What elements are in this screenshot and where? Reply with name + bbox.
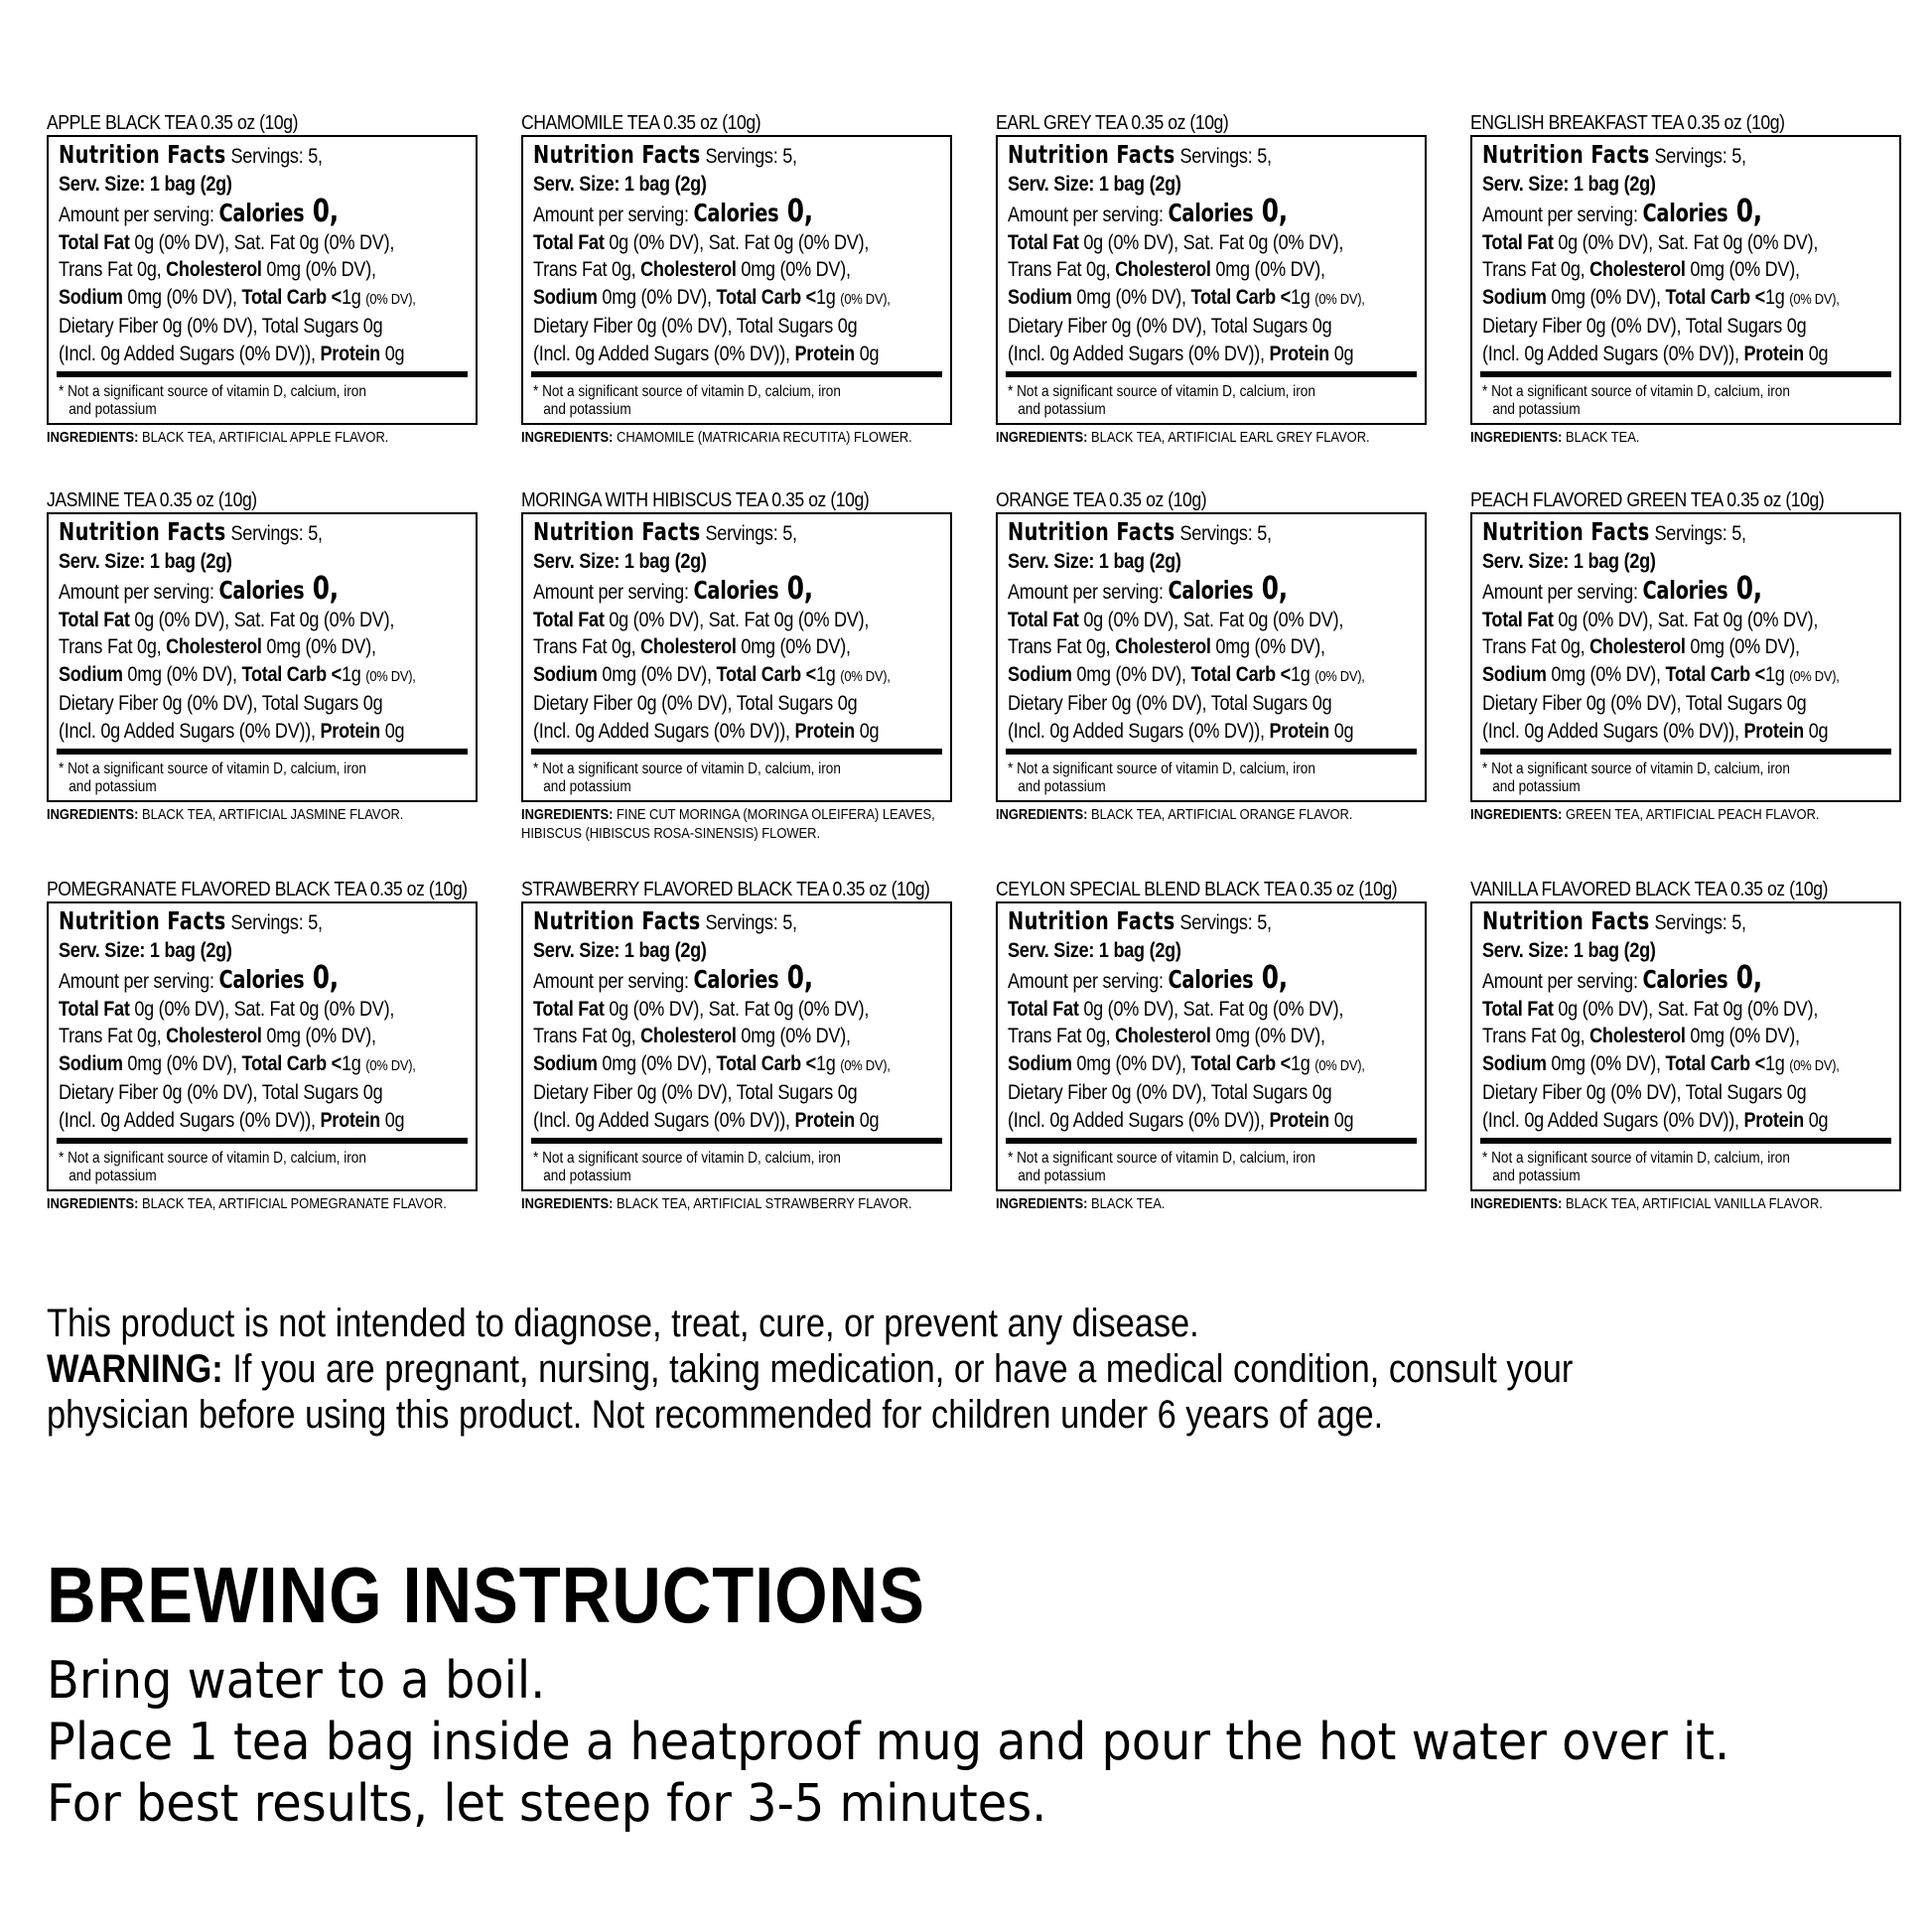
product-name: CHAMOMILE TEA 0.35 oz (10g) [521,112,761,134]
nutrition-facts-box [47,901,478,1191]
nf-footnote: * Not a significant source of vitamin D, calcium, iron and potassium [1008,760,1315,795]
nf-line-protein: (Incl. 0g Added Sugars (0% DV)), Protein 0g [59,719,405,743]
nf-footnote: * Not a significant source of vitamin D, calcium, iron and potassium [1482,1150,1790,1184]
nutrition-facts-box [996,512,1427,802]
nf-line-serving-size: Serv. Size: 1 bag (2g) [1008,549,1181,573]
nutrition-facts-box [47,135,478,425]
nf-thick-rule [1480,749,1891,755]
ingredients-text: INGREDIENTS: BLACK TEA, ARTIFICIAL ORANGE FLAVOR. [996,806,1353,823]
nf-line-protein: (Incl. 0g Added Sugars (0% DV)), Protein 0g [1482,719,1829,743]
nf-line-serving-size: Serv. Size: 1 bag (2g) [59,938,232,962]
nf-line-calories: Amount per serving: Calories 0, [1482,958,1762,996]
nf-line-serving-size: Serv. Size: 1 bag (2g) [1482,549,1656,573]
nf-line-cholesterol: Trans Fat 0g, Cholesterol 0mg (0% DV), [1008,258,1325,281]
nf-line-title: Nutrition Facts Servings: 5, [1482,517,1746,546]
nf-line-title: Nutrition Facts Servings: 5, [533,517,797,546]
nf-line-calories: Amount per serving: Calories 0, [59,958,339,996]
ingredients-text: INGREDIENTS: FINE CUT MORINGA (MORINGA OLEIFERA) LEAVES, HIBISCUS (HIBISCUS ROSA-SINENSIS) FLOWER. [521,806,935,842]
nf-line-cholesterol: Trans Fat 0g, Cholesterol 0mg (0% DV), [533,258,851,281]
nf-line-calories: Amount per serving: Calories 0, [533,192,813,229]
nf-line-fiber-sugars: Dietary Fiber 0g (0% DV), Total Sugars 0g [59,1081,383,1104]
ingredients-text: INGREDIENTS: BLACK TEA, ARTIFICIAL VANILLA FLAVOR. [1470,1195,1823,1212]
nf-footnote: * Not a significant source of vitamin D, calcium, iron and potassium [59,383,366,418]
nutrition-labels-grid [47,111,1893,1227]
nf-line-title: Nutrition Facts Servings: 5, [533,140,797,169]
product-label-2 [521,111,952,461]
nf-line-title: Nutrition Facts Servings: 5, [1008,517,1272,546]
nf-line-protein: (Incl. 0g Added Sugars (0% DV)), Protein 0g [533,342,880,365]
nf-thick-rule [1006,1138,1417,1144]
nf-line-serving-size: Serv. Size: 1 bag (2g) [1482,172,1656,196]
nf-line-fiber-sugars: Dietary Fiber 0g (0% DV), Total Sugars 0g [533,692,858,715]
product-name: MORINGA WITH HIBISCUS TEA 0.35 oz (10g) [521,489,870,511]
nf-line-serving-size: Serv. Size: 1 bag (2g) [1008,172,1181,196]
nf-line-fat: Total Fat 0g (0% DV), Sat. Fat 0g (0% DV), [533,230,870,254]
ingredients-text: INGREDIENTS: BLACK TEA. [1470,429,1640,446]
nf-footnote: * Not a significant source of vitamin D, calcium, iron and potassium [1008,1150,1315,1184]
nf-line-fiber-sugars: Dietary Fiber 0g (0% DV), Total Sugars 0g [533,315,858,338]
nf-line-title: Nutrition Facts Servings: 5, [1482,140,1746,169]
nf-line-fiber-sugars: Dietary Fiber 0g (0% DV), Total Sugars 0g [533,1081,858,1104]
nf-line-serving-size: Serv. Size: 1 bag (2g) [1008,938,1181,962]
ingredients-text: INGREDIENTS: CHAMOMILE (MATRICARIA RECUTITA) FLOWER. [521,429,912,446]
ingredients-text: INGREDIENTS: BLACK TEA, ARTIFICIAL JASMINE FLAVOR. [47,806,404,823]
nutrition-facts-box [1470,901,1901,1191]
nf-line-cholesterol: Trans Fat 0g, Cholesterol 0mg (0% DV), [1482,258,1800,281]
nf-line-fiber-sugars: Dietary Fiber 0g (0% DV), Total Sugars 0g [1008,315,1332,338]
product-name: STRAWBERRY FLAVORED BLACK TEA 0.35 oz (10g) [521,879,930,900]
brewing-step: For best results, let steep for 3-5 minutes. [47,1774,1047,1834]
product-name: APPLE BLACK TEA 0.35 oz (10g) [47,112,299,134]
product-label-12 [1470,878,1901,1227]
product-label-8 [1470,488,1901,850]
nutrition-facts-box [1470,135,1901,425]
nf-line-protein: (Incl. 0g Added Sugars (0% DV)), Protein 0g [59,1108,405,1132]
nf-line-title: Nutrition Facts Servings: 5, [59,140,323,169]
nutrition-facts-box [47,512,478,802]
product-name: POMEGRANATE FLAVORED BLACK TEA 0.35 oz (10g) [47,879,468,900]
nf-footnote: * Not a significant source of vitamin D, calcium, iron and potassium [1482,383,1790,418]
nf-line-fat: Total Fat 0g (0% DV), Sat. Fat 0g (0% DV), [1482,608,1819,631]
nutrition-facts-box [521,512,952,802]
nf-thick-rule [57,371,468,377]
nf-line-fiber-sugars: Dietary Fiber 0g (0% DV), Total Sugars 0g [59,692,383,715]
nf-footnote: * Not a significant source of vitamin D, calcium, iron and potassium [59,1150,366,1184]
nf-line-calories: Amount per serving: Calories 0, [533,569,813,607]
nf-thick-rule [531,749,942,755]
brewing-step: Bring water to a boil. [47,1651,546,1711]
product-name: VANILLA FLAVORED BLACK TEA 0.35 oz (10g) [1470,879,1829,900]
nf-line-fiber-sugars: Dietary Fiber 0g (0% DV), Total Sugars 0g [1482,1081,1807,1104]
disclaimer-warning: WARNING: If you are pregnant, nursing, taking medication, or have a medical condition, consult your [47,1347,1574,1391]
ingredients-text: INGREDIENTS: BLACK TEA, ARTIFICIAL POMEGRANATE FLAVOR. [47,1195,447,1212]
product-label-5 [47,488,478,850]
nf-line-sodium-carb: Sodium 0mg (0% DV), Total Carb <1g (0% DV), [533,285,891,309]
nf-line-fat: Total Fat 0g (0% DV), Sat. Fat 0g (0% DV), [533,608,870,631]
nf-line-fat: Total Fat 0g (0% DV), Sat. Fat 0g (0% DV), [533,997,870,1021]
nf-thick-rule [57,1138,468,1144]
nf-line-title: Nutrition Facts Servings: 5, [1482,906,1746,935]
nf-line-fat: Total Fat 0g (0% DV), Sat. Fat 0g (0% DV), [1008,230,1344,254]
product-label-1 [47,111,478,461]
nf-line-sodium-carb: Sodium 0mg (0% DV), Total Carb <1g (0% DV), [1482,1051,1840,1075]
nutrition-facts-box [521,901,952,1191]
nf-thick-rule [57,749,468,755]
nf-line-cholesterol: Trans Fat 0g, Cholesterol 0mg (0% DV), [1008,1025,1325,1047]
product-name: PEACH FLAVORED GREEN TEA 0.35 oz (10g) [1470,489,1825,511]
nf-line-fat: Total Fat 0g (0% DV), Sat. Fat 0g (0% DV), [59,997,395,1021]
product-label-10 [521,878,952,1227]
nf-line-cholesterol: Trans Fat 0g, Cholesterol 0mg (0% DV), [533,1025,851,1047]
nf-line-sodium-carb: Sodium 0mg (0% DV), Total Carb <1g (0% DV), [1482,662,1840,686]
ingredients-text: INGREDIENTS: BLACK TEA, ARTIFICIAL EARL GREY FLAVOR. [996,429,1370,446]
ingredients-text: INGREDIENTS: BLACK TEA, ARTIFICIAL STRAWBERRY FLAVOR. [521,1195,912,1212]
nf-line-fat: Total Fat 0g (0% DV), Sat. Fat 0g (0% DV), [1482,230,1819,254]
nf-line-protein: (Incl. 0g Added Sugars (0% DV)), Protein 0g [533,719,880,743]
product-label-9 [47,878,478,1227]
nf-line-sodium-carb: Sodium 0mg (0% DV), Total Carb <1g (0% DV), [533,662,891,686]
product-label-6 [521,488,952,850]
nutrition-facts-box [996,901,1427,1191]
nf-line-fat: Total Fat 0g (0% DV), Sat. Fat 0g (0% DV), [1008,608,1344,631]
nf-line-serving-size: Serv. Size: 1 bag (2g) [59,172,232,196]
nf-line-protein: (Incl. 0g Added Sugars (0% DV)), Protein 0g [1008,719,1354,743]
nf-line-sodium-carb: Sodium 0mg (0% DV), Total Carb <1g (0% DV), [1008,285,1365,309]
nf-line-fiber-sugars: Dietary Fiber 0g (0% DV), Total Sugars 0g [59,315,383,338]
nf-footnote: * Not a significant source of vitamin D, calcium, iron and potassium [533,1150,841,1184]
nf-line-protein: (Incl. 0g Added Sugars (0% DV)), Protein 0g [1482,342,1829,365]
nf-line-sodium-carb: Sodium 0mg (0% DV), Total Carb <1g (0% DV), [59,285,416,309]
nf-line-protein: (Incl. 0g Added Sugars (0% DV)), Protein 0g [1482,1108,1829,1132]
nf-line-calories: Amount per serving: Calories 0, [1008,192,1288,229]
nf-line-fat: Total Fat 0g (0% DV), Sat. Fat 0g (0% DV), [1008,997,1344,1021]
nf-line-title: Nutrition Facts Servings: 5, [1008,140,1272,169]
nf-line-fat: Total Fat 0g (0% DV), Sat. Fat 0g (0% DV), [59,230,395,254]
brewing-steps [47,1650,1729,1835]
nutrition-facts-box [521,135,952,425]
ingredients-text: INGREDIENTS: BLACK TEA. [996,1195,1166,1212]
nf-line-fat: Total Fat 0g (0% DV), Sat. Fat 0g (0% DV), [1482,997,1819,1021]
nf-line-calories: Amount per serving: Calories 0, [1008,569,1288,607]
disclaimer [47,1301,1573,1438]
nf-line-protein: (Incl. 0g Added Sugars (0% DV)), Protein 0g [59,342,405,365]
disclaimer-line-3: physician before using this product. Not recommended for children under 6 years of age. [47,1393,1384,1437]
nutrition-facts-box [996,135,1427,425]
nf-line-fiber-sugars: Dietary Fiber 0g (0% DV), Total Sugars 0g [1482,692,1807,715]
nf-line-sodium-carb: Sodium 0mg (0% DV), Total Carb <1g (0% DV), [1008,1051,1365,1075]
product-label-4 [1470,111,1901,461]
ingredients-text: INGREDIENTS: GREEN TEA, ARTIFICIAL PEACH FLAVOR. [1470,806,1820,823]
nf-line-serving-size: Serv. Size: 1 bag (2g) [1482,938,1656,962]
nf-line-cholesterol: Trans Fat 0g, Cholesterol 0mg (0% DV), [59,258,376,281]
nf-thick-rule [1006,749,1417,755]
nf-thick-rule [1006,371,1417,377]
nf-line-calories: Amount per serving: Calories 0, [59,192,339,229]
nf-line-cholesterol: Trans Fat 0g, Cholesterol 0mg (0% DV), [1482,1025,1800,1047]
nf-line-sodium-carb: Sodium 0mg (0% DV), Total Carb <1g (0% DV), [533,1051,891,1075]
nf-footnote: * Not a significant source of vitamin D, calcium, iron and potassium [59,760,366,795]
nutrition-facts-box [1470,512,1901,802]
nf-thick-rule [531,1138,942,1144]
nf-line-serving-size: Serv. Size: 1 bag (2g) [533,549,707,573]
nf-line-sodium-carb: Sodium 0mg (0% DV), Total Carb <1g (0% DV), [59,1051,416,1075]
nf-thick-rule [1480,371,1891,377]
nf-line-serving-size: Serv. Size: 1 bag (2g) [533,172,707,196]
nf-line-sodium-carb: Sodium 0mg (0% DV), Total Carb <1g (0% DV), [1482,285,1840,309]
nf-line-cholesterol: Trans Fat 0g, Cholesterol 0mg (0% DV), [59,635,376,658]
nf-thick-rule [1480,1138,1891,1144]
product-name: JASMINE TEA 0.35 oz (10g) [47,489,257,511]
nf-line-fiber-sugars: Dietary Fiber 0g (0% DV), Total Sugars 0g [1482,315,1807,338]
nf-line-cholesterol: Trans Fat 0g, Cholesterol 0mg (0% DV), [1482,635,1800,658]
nf-line-fiber-sugars: Dietary Fiber 0g (0% DV), Total Sugars 0g [1008,1081,1332,1104]
nf-line-protein: (Incl. 0g Added Sugars (0% DV)), Protein 0g [533,1108,880,1132]
nf-line-title: Nutrition Facts Servings: 5, [1008,906,1272,935]
nf-line-calories: Amount per serving: Calories 0, [533,958,813,996]
nf-line-sodium-carb: Sodium 0mg (0% DV), Total Carb <1g (0% DV), [1008,662,1365,686]
nf-line-calories: Amount per serving: Calories 0, [1008,958,1288,996]
nf-line-serving-size: Serv. Size: 1 bag (2g) [533,938,707,962]
nf-line-fat: Total Fat 0g (0% DV), Sat. Fat 0g (0% DV), [59,608,395,631]
ingredients-text: INGREDIENTS: BLACK TEA, ARTIFICIAL APPLE FLAVOR. [47,429,389,446]
product-name: CEYLON SPECIAL BLEND BLACK TEA 0.35 oz (10g) [996,879,1398,900]
nf-line-cholesterol: Trans Fat 0g, Cholesterol 0mg (0% DV), [59,1025,376,1047]
nf-line-protein: (Incl. 0g Added Sugars (0% DV)), Protein 0g [1008,1108,1354,1132]
nf-line-sodium-carb: Sodium 0mg (0% DV), Total Carb <1g (0% DV), [59,662,416,686]
nf-footnote: * Not a significant source of vitamin D, calcium, iron and potassium [1482,760,1790,795]
product-label-7 [996,488,1427,850]
product-label-3 [996,111,1427,461]
nf-line-title: Nutrition Facts Servings: 5, [59,517,323,546]
nf-line-cholesterol: Trans Fat 0g, Cholesterol 0mg (0% DV), [1008,635,1325,658]
nf-thick-rule [531,371,942,377]
nf-line-serving-size: Serv. Size: 1 bag (2g) [59,549,232,573]
nf-line-cholesterol: Trans Fat 0g, Cholesterol 0mg (0% DV), [533,635,851,658]
product-name: ORANGE TEA 0.35 oz (10g) [996,489,1207,511]
nf-line-title: Nutrition Facts Servings: 5, [533,906,797,935]
nf-line-calories: Amount per serving: Calories 0, [1482,569,1762,607]
brewing-step: Place 1 tea bag inside a heatproof mug and pour the hot water over it. [47,1713,1730,1772]
nf-footnote: * Not a significant source of vitamin D, calcium, iron and potassium [533,760,841,795]
nf-line-title: Nutrition Facts Servings: 5, [59,906,323,935]
nf-line-protein: (Incl. 0g Added Sugars (0% DV)), Protein 0g [1008,342,1354,365]
product-label-11 [996,878,1427,1227]
nf-line-calories: Amount per serving: Calories 0, [59,569,339,607]
nf-footnote: * Not a significant source of vitamin D, calcium, iron and potassium [1008,383,1315,418]
product-name: EARL GREY TEA 0.35 oz (10g) [996,112,1229,134]
nf-line-calories: Amount per serving: Calories 0, [1482,192,1762,229]
nf-line-fiber-sugars: Dietary Fiber 0g (0% DV), Total Sugars 0g [1008,692,1332,715]
nf-footnote: * Not a significant source of vitamin D, calcium, iron and potassium [533,383,841,418]
product-name: ENGLISH BREAKFAST TEA 0.35 oz (10g) [1470,112,1785,134]
disclaimer-line-1: This product is not intended to diagnose, treat, cure, or prevent any disease. [47,1302,1199,1345]
brewing-title: BREWING INSTRUCTIONS [47,1551,925,1639]
